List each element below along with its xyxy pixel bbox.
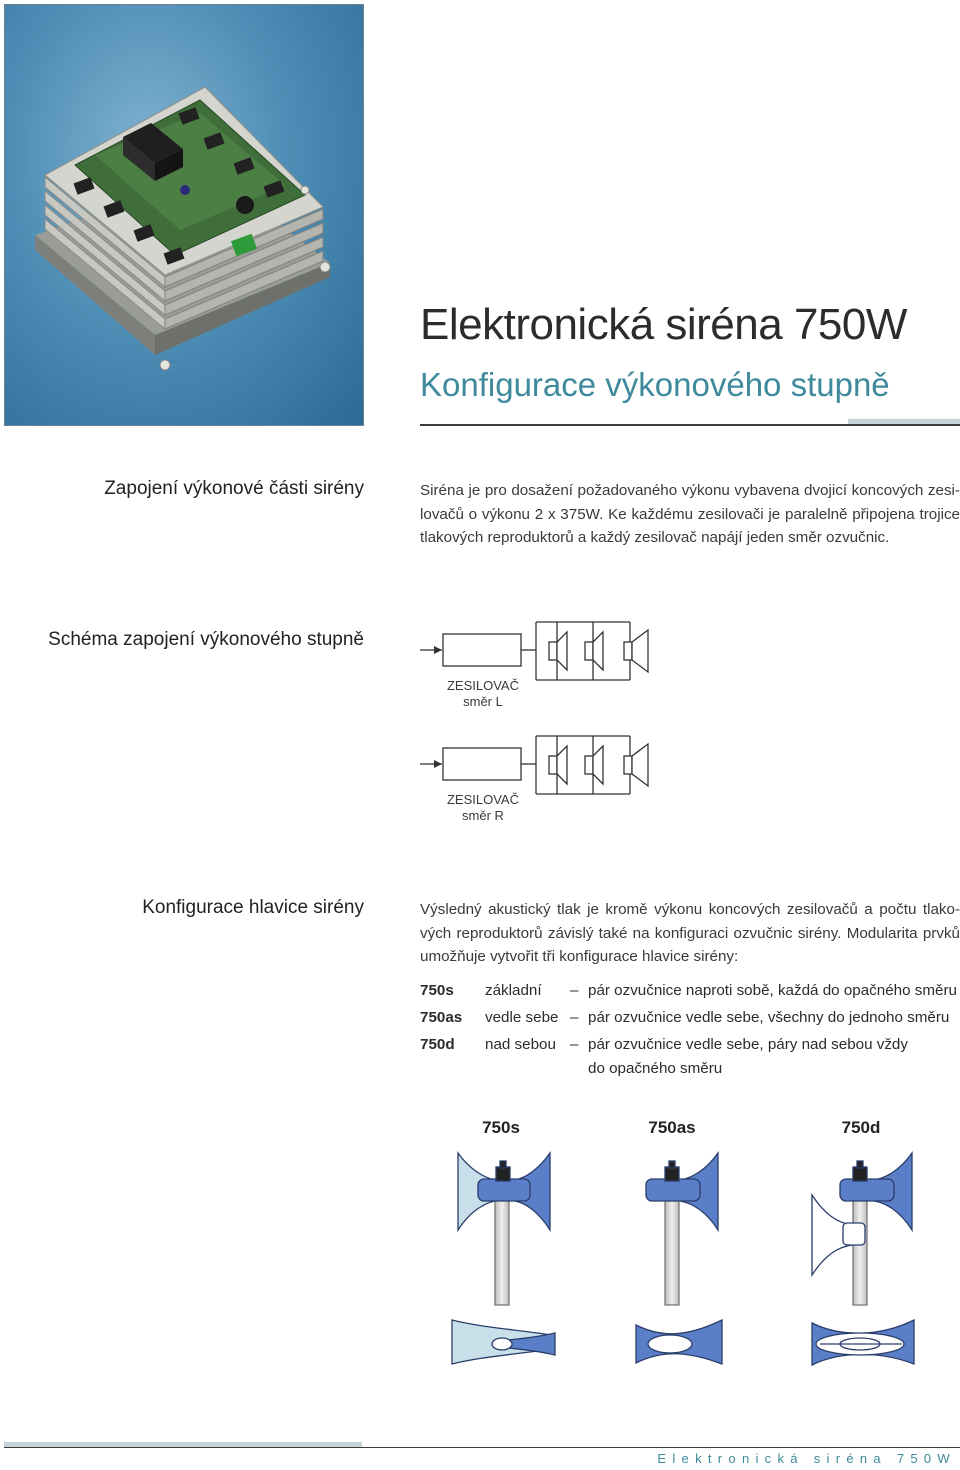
- footer-title: Elektronická siréna 750W: [657, 1451, 956, 1466]
- section-heading-configuration: Konfigurace hlavice sirény: [142, 897, 364, 918]
- amp-left-line2: směr L: [463, 694, 503, 709]
- page-title: Elektronická siréna 750W: [420, 300, 907, 349]
- paragraph-line: Výsledný akustický tlak je kromě výkonu koncových zesilovačů a počtu tlako-: [420, 901, 960, 918]
- config-code: 750as: [420, 1009, 463, 1026]
- figure-label-750d: 750d: [841, 1118, 881, 1137]
- speaker-icon: [624, 630, 648, 672]
- amp-left-label: [418, 678, 548, 710]
- horn-750d-top: [812, 1320, 914, 1365]
- wiring-schematic: [410, 610, 660, 810]
- schema-heading: Schéma zapojení výkonového stupně: [48, 629, 364, 650]
- section-heading-power-stage: Zapojení výkonové části sirény: [104, 478, 364, 499]
- config-desc: pár ozvučnice naproti sobě, každá do opačného směru: [588, 982, 957, 999]
- title-rule: [420, 424, 960, 426]
- speaker-icon: [624, 744, 648, 786]
- amp-right-line1: ZESILOVAČ: [446, 792, 519, 807]
- paragraph-line: lovačů o výkonu 2 x 375W. Ke každému zesilovači je paralelně připojena trojice: [420, 505, 960, 523]
- amplifier-board-image: [5, 5, 363, 425]
- config-code: 750d: [420, 1036, 455, 1053]
- speaker-icon: [549, 736, 567, 794]
- config-dash: –: [570, 1036, 579, 1053]
- amp-right-label: [418, 792, 548, 824]
- horn-750as-top: [636, 1320, 722, 1364]
- speaker-icon: [585, 736, 603, 794]
- paragraph-line: umožňuje vytvořit tři konfigurace hlavice sirény:: [420, 948, 739, 965]
- amp-right-line2: směr R: [462, 808, 504, 823]
- config-desc: pár ozvučnice vedle sebe, všechny do jednoho směru: [588, 1009, 950, 1026]
- horn-750as-front: [646, 1153, 718, 1305]
- section-text-power-stage: [420, 479, 960, 550]
- figure-label-750s: 750s: [482, 1118, 520, 1137]
- horn-750s-top: [452, 1320, 555, 1364]
- footer-rule: [4, 1447, 960, 1448]
- figure-label-750as: 750as: [648, 1118, 696, 1137]
- config-dash: –: [570, 1009, 579, 1026]
- config-desc: pár ozvučnice vedle sebe, páry nad sebou vždy: [588, 1036, 908, 1053]
- config-name: nad sebou: [485, 1036, 556, 1053]
- amplifier-photo: [4, 4, 364, 426]
- horn-750d-front: [812, 1153, 912, 1305]
- horn-750s-front: [458, 1153, 550, 1305]
- speaker-icon: [549, 622, 567, 680]
- paragraph-line: tlakových reproduktorů a každý zesilovač napájí jeden směr ozvučnic.: [420, 529, 890, 546]
- horn-configurations-figure: [440, 1145, 930, 1395]
- config-name: základní: [485, 982, 542, 999]
- paragraph-line: vých reproduktorů závislý také na konfiguraci ozvučnic sirény. Modularita prvků: [420, 924, 960, 942]
- page-subtitle: Konfigurace výkonového stupně: [420, 366, 890, 403]
- paragraph-line: Siréna je pro dosažení požadovaného výkonu vybavena dvojicí koncových zesi-: [420, 482, 960, 499]
- section-text-configuration: [420, 898, 960, 969]
- config-dash: –: [570, 982, 579, 999]
- config-desc-continued: do opačného směru: [588, 1060, 723, 1077]
- config-name: vedle sebe: [485, 1009, 559, 1026]
- config-code: 750s: [420, 982, 454, 999]
- arrow-icon: [434, 646, 442, 654]
- amp-left-line1: ZESILOVAČ: [446, 678, 519, 693]
- arrow-icon: [434, 760, 442, 768]
- speaker-icon: [585, 622, 603, 680]
